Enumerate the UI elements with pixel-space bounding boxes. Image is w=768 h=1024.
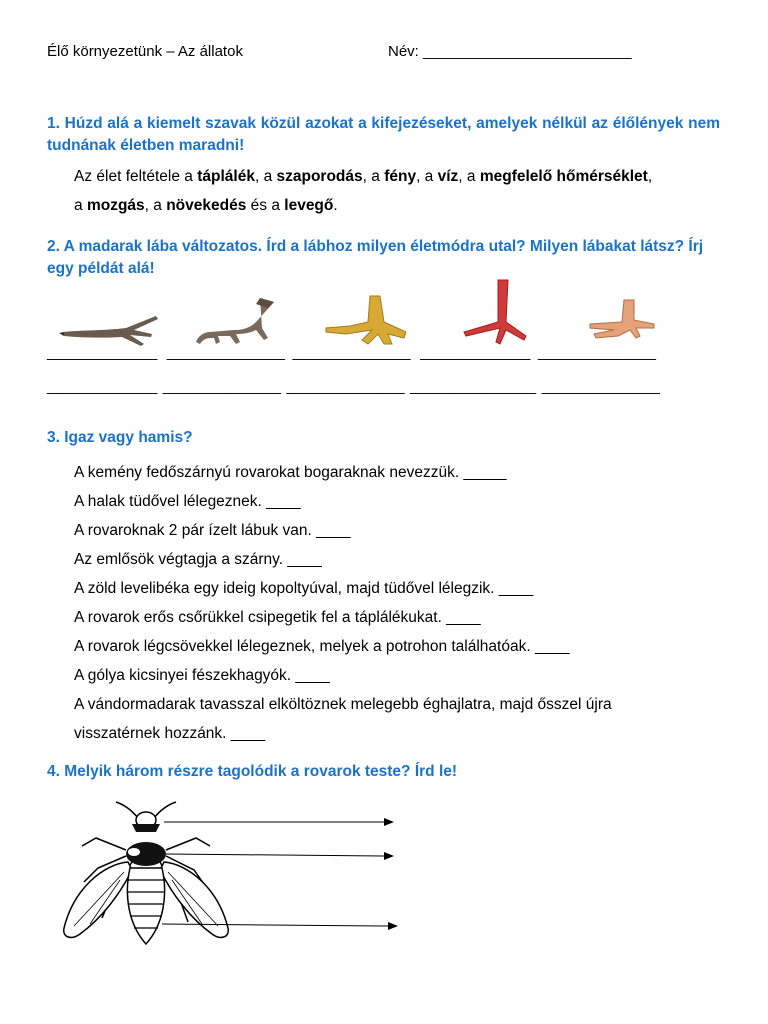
plain-text: , a	[458, 168, 480, 185]
plain-text: .	[333, 197, 338, 214]
statement-line: A vándormadarak tavasszal elköltöznek melegebb éghajlatra, majd ősszel újra	[74, 696, 612, 713]
statement-line: A rovarok légcsövekkel lélegeznek, melyek a potrohon találhatóak. ____	[74, 638, 570, 655]
statement-line: A zöld levelibéka egy ideig kopoltyúval, majd tüdővel lélegzik. ____	[74, 580, 534, 597]
plain-text: , a	[254, 168, 277, 185]
answer-blank[interactable]: ______________	[420, 344, 530, 361]
answer-blank[interactable]: ________________	[410, 378, 536, 395]
highlighted-term: víz	[437, 168, 459, 185]
question-2-title: 2. A madarak lába változatos. Írd a lábhoz milyen életmódra utal? Milyen lábakat látsz? Írj egy példát alá!	[47, 238, 704, 277]
answer-blank[interactable]: _______________	[162, 378, 281, 395]
highlighted-term: táplálék	[197, 168, 255, 185]
raptor-foot-icon	[190, 296, 300, 350]
statement-line: A rovarok erős csőrükkel csipegetik fel a táplálékukat. ____	[74, 609, 481, 626]
answer-blank[interactable]: _______________	[292, 344, 411, 361]
highlighted-term: szaporodás	[276, 168, 363, 185]
perching-foot-icon	[584, 298, 660, 344]
statement-line: A kemény fedőszárnyú rovarokat bogaraknak nevezzük. _____	[74, 464, 507, 481]
statement-line: Az emlősök végtagja a szárny. ____	[74, 551, 322, 568]
answer-blank-row-2	[47, 378, 659, 395]
worksheet-subject: Élő környezetünk – Az állatok	[47, 43, 243, 60]
highlighted-term: növekedés	[166, 197, 247, 214]
plain-text: ,	[647, 168, 653, 185]
plain-text: , a	[362, 168, 385, 185]
plain-text: , a	[144, 197, 167, 214]
highlighted-term: mozgás	[86, 197, 145, 214]
answer-blank[interactable]: ______________	[47, 344, 157, 361]
insect-body-parts-diagram	[54, 798, 404, 948]
answer-blank[interactable]: _______________	[541, 378, 660, 395]
highlighted-term: levegő	[284, 197, 334, 214]
plain-text: a	[74, 197, 87, 214]
wading-red-foot-icon	[460, 278, 530, 348]
question-1-line-2	[74, 192, 338, 219]
name-field-label: Név: _________________________	[388, 43, 632, 60]
statement-line: A rovaroknak 2 pár ízelt lábuk van. ____	[74, 522, 351, 539]
plain-text: Az élet feltétele a	[74, 168, 198, 185]
plain-text: és a	[246, 197, 285, 214]
answer-blank[interactable]: _______________	[537, 344, 656, 361]
plain-text: , a	[416, 168, 438, 185]
highlighted-term: fény	[384, 168, 417, 185]
answer-blank[interactable]: _______________	[166, 344, 285, 361]
highlighted-term: megfelelő hőmérséklet	[479, 168, 648, 185]
answer-blank[interactable]: ______________	[47, 378, 157, 395]
statement-line: visszatérnek hozzánk. ____	[74, 725, 266, 742]
statement-line: A halak tüdővel lélegeznek. ____	[74, 493, 301, 510]
statement-line: A gólya kicsinyei fészekhagyók. ____	[74, 667, 330, 684]
question-3-title: 3. Igaz vagy hamis?	[47, 429, 193, 446]
question-4-title: 4. Melyik három részre tagolódik a rovarok teste? Írd le!	[47, 763, 458, 780]
answer-blank-row-1	[47, 344, 656, 361]
question-1-line-1	[74, 163, 652, 190]
true-false-statements	[74, 458, 612, 748]
webbed-yellow-foot-icon	[322, 294, 410, 346]
answer-blank[interactable]: _______________	[286, 378, 405, 395]
question-1-title: 1. Húzd alá a kiemelt szavak közül azokat a kifejezéseket, amelyek nélkül az élőlények nem tudnának életben maradni!	[47, 115, 720, 154]
